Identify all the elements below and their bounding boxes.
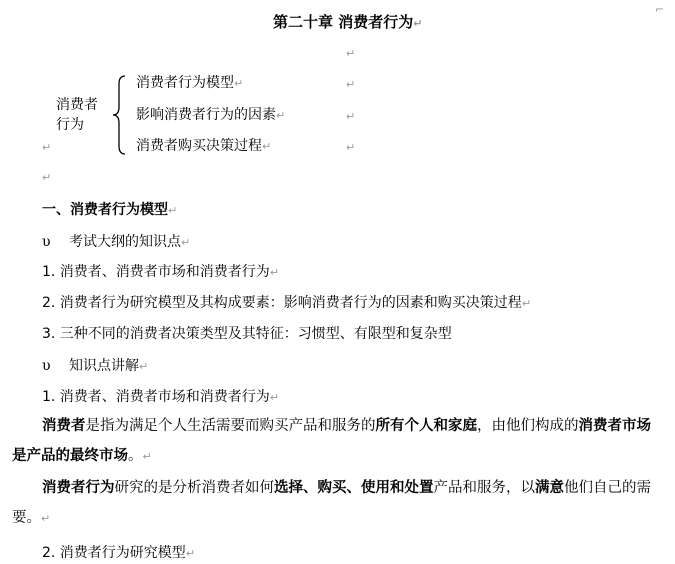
paragraph-mark: ↵ [180,236,191,249]
subsection-2-title-row [42,542,195,562]
diagram-item-2: 影响消费者行为的因素 [136,107,276,123]
section-heading-row [42,199,177,219]
paragraph-mark: ↵ [42,141,52,154]
section-heading: 一、消费者行为模型 [42,202,168,218]
exam-point-3: 3. 三种不同的消费者决策类型及其特征：习惯型、有限型和复杂型 [42,326,452,342]
paragraph-mark: ↵ [521,297,532,310]
term-consumer: 消费者 [42,418,86,434]
bullet-symbol: υ [42,358,51,374]
subsection-1-title: 1. 消费者、消费者市场和消费者行为 [42,389,270,405]
definition-text: 是指为满足个人生活需要而购买产品和服务的 [85,418,376,434]
paragraph-mark: ↵ [413,17,423,30]
chapter-title: 第二十章 消费者行为 [273,13,414,31]
exam-point-2-row [42,292,531,312]
paragraph-mark: ↵ [234,77,244,90]
paragraph-mark: ↵ [42,171,52,184]
paragraph-mark: ↵ [185,547,196,560]
behavior-text: 研究的是分析消费者如何 [114,480,274,496]
emphasis-consumer-market: 消费者市场是产品的最终市场 [12,418,651,464]
paragraph-mark: ↵ [346,47,356,60]
consumer-behavior-paragraph [12,473,662,534]
subsection-2-title: 2. 消费者行为研究模型 [42,545,186,561]
definition-period: 。 [128,448,143,464]
explain-label-row [42,355,148,375]
exam-point-3-row [42,323,452,343]
exam-points-label-row [42,231,190,251]
bullet-symbol: υ [42,234,51,250]
exam-points-label: 考试大纲的知识点 [68,234,181,250]
term-consumer-behavior: 消费者行为 [42,480,115,496]
emphasis-select-buy-use-dispose: 选择、购买、使用和处置 [274,480,434,496]
chapter-title-row [273,11,422,32]
consumer-definition-paragraph [12,411,662,472]
paragraph-mark: ↵ [269,391,280,404]
diagram-item-1-row [136,72,243,92]
curly-brace [110,74,128,156]
top-right-crop-mark: ⌐ [655,3,665,16]
exam-point-1-row [42,261,279,281]
diagram-item-3: 消费者购买决策过程 [136,138,262,154]
paragraph-mark: ↵ [168,204,178,217]
definition-text-cont: ，由他们构成的 [477,418,579,434]
diagram-root-label-line1: 消费者 [56,97,98,113]
emphasis-individuals-families: 所有个人和家庭 [375,418,477,434]
paragraph-mark: ↵ [346,141,356,154]
paragraph-mark: ↵ [276,109,286,122]
paragraph-mark: ↵ [269,266,280,279]
paragraph-mark: ↵ [142,450,152,463]
emphasis-satisfy: 满意 [535,480,564,496]
paragraph-mark: ↵ [138,360,149,373]
exam-point-2: 2. 消费者行为研究模型及其构成要素：影响消费者行为的因素和购买决策过程 [42,295,522,311]
behavior-text-end: 他们自己的需要。 [12,480,651,526]
explain-label: 知识点讲解 [68,358,139,374]
diagram-item-2-row [136,104,285,124]
paragraph-mark: ↵ [41,512,51,525]
exam-point-1: 1. 消费者、消费者市场和消费者行为 [42,264,270,280]
paragraph-mark: ↵ [262,140,272,153]
paragraph-mark: ↵ [346,110,356,123]
diagram-item-1: 消费者行为模型 [136,75,234,91]
subsection-1-title-row [42,386,279,406]
paragraph-mark: ↵ [346,78,356,91]
behavior-text-cont: 产品和服务，以 [433,480,535,496]
diagram-item-3-row [136,135,271,155]
diagram-root-label-line2: 行为 [56,117,84,133]
